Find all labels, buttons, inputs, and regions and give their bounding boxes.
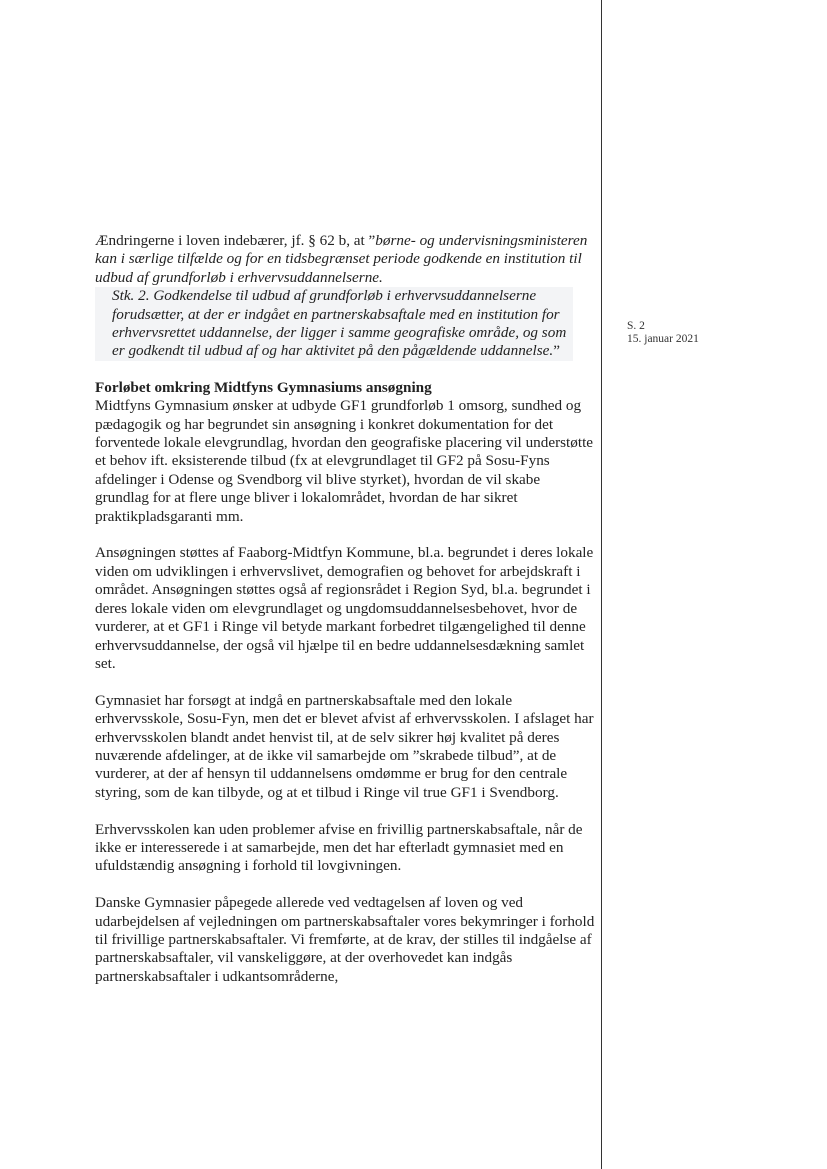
law-quote-intro — [95, 232, 595, 287]
quote-intro-italic: børne- og undervisningsministeren kan i særlige tilfælde og for en tidsbegrænset periode godkende en institution til udbud af grundforløb i erhvervsuddannelserne. — [95, 232, 588, 286]
paragraph: Ansøgningen støttes af Faaborg-Midtfyn Kommune, bl.a. begrundet i deres lokale viden om udviklingen i erhvervslivet, demografien og behovet for arbejdskraft i området. Ansøgningen støttes også af regionsrådet i Region Syd, bl.a. begrundet i deres lokale viden om elevgrundlaget og ungdomsuddannelsesbehovet, hvor de vurderer, at et GF1 i Ringe vil betyde markant forbedret tilgængelighed til denne erhvervsuddannelse, der også vil hjælpe til en bedre uddannelsesdækning samlet set. — [95, 544, 594, 672]
paragraph: Danske Gymnasier påpegede allerede ved vedtagelsen af loven og ved udarbejdelsen af vejledningen om partnerskabsaftaler vores bekymringer i forhold til frivillige partnerskabsaftaler. Vi fremførte, at de krav, der stilles til indgåelse af partnerskabsaftaler, vil vanskeliggøre, at der overhovedet kan indgås partnerskabsaftaler i udkantsområderne, — [95, 894, 595, 985]
quote-closing-mark: ” — [553, 342, 560, 360]
paragraph: Gymnasiet har forsøgt at indgå en partnerskabsaftale med den lokale erhvervsskole, Sosu-Fyn, men det er blevet afvist af erhvervsskolen. I afslaget har erhvervsskolen blandt andet henvist til, at de selv sikrer høj kvalitet på deres nuværende afdelinger, at de ikke vil samarbejde om ”skrabede tilbud”, at de vurderer, at der af hensyn til uddannelsens omdømme er brug for den centrale styring, som de kan tilbyde, og at et tilbud i Ringe vil true GF1 i Svendborg. — [95, 691, 594, 801]
page-number: S. 2 — [627, 320, 645, 332]
paragraph: Erhvervsskolen kan uden problemer afvise en frivillig partnerskabsaftale, når de ikke er interesserede i at samarbejde, men det har efterladt gymnasiet med en ufuldstændig ansøgning i forhold til lovgivningen. — [95, 820, 583, 875]
document-body — [95, 232, 595, 986]
paragraph: Midtfyns Gymnasium ønsker at udbyde GF1 grundforløb 1 omsorg, sundhed og pædagogik og har begrundet sin ansøgning i konkret dokumentation for det forventede lokale elevgrundlag, hvordan den geografiske placering vil understøtte et behov ift. eksisterende tilbud (fx at elevgrundlaget til GF2 på Sosu-Fyns afdelinger i Odense og Svendborg vil blive styrket), hvordan de vil skabe grundlag for at flere unge bliver i lokalområdet, hvordan de har sikret praktikpladsgaranti mm. — [95, 397, 594, 525]
section-heading: Forløbet omkring Midtfyns Gymnasiums ansøgning — [95, 378, 432, 396]
document-date: 15. januar 2021 — [627, 333, 699, 345]
law-quote-box — [95, 287, 573, 361]
quote-stk-text: Stk. 2. Godkendelse til udbud af grundforløb i erhvervsuddannelserne forudsætter, at der er indgået en partnerskabsaftale med en institution for erhvervsrettet uddannelse, der ligger i samme geografiske område, og som er godkendt til udbud af og har aktivitet på den pågældende uddannelse. — [112, 287, 567, 360]
margin-divider-line — [601, 0, 602, 1169]
quote-intro-text: Ændringerne i loven indebærer, jf. § 62 b, at ” — [95, 232, 376, 249]
law-quote-stk — [95, 287, 573, 361]
margin-note — [627, 320, 699, 346]
